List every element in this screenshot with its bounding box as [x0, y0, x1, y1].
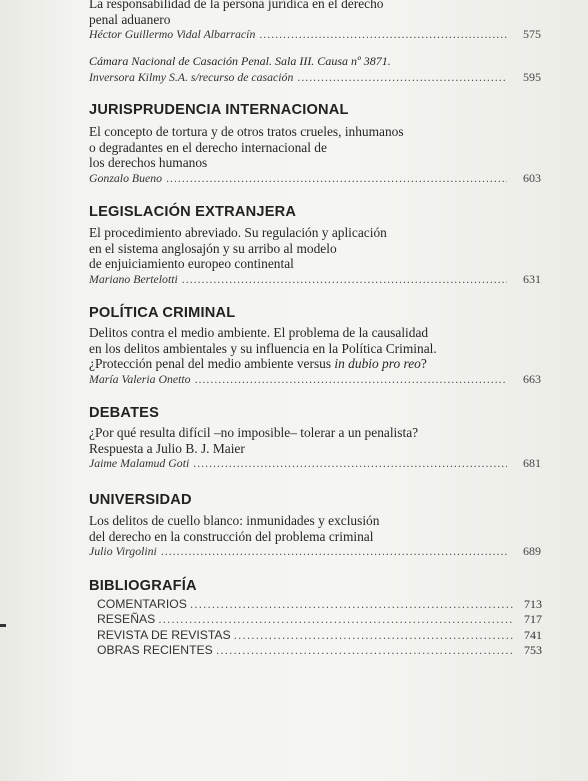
title-line: los derechos humanos [89, 155, 208, 171]
author-name: Héctor Guillermo Vidal Albarracín [89, 27, 256, 42]
title-line: Respuesta a Julio B. J. Maier [89, 440, 245, 456]
leader-dots [259, 27, 507, 41]
section-heading: LEGISLACIÓN EXTRANJERA [89, 204, 297, 220]
title-italic-phrase: in dubio pro reo [334, 356, 421, 372]
page-number: 663 [523, 371, 541, 386]
entry-title [89, 425, 541, 456]
author-name: Mariano Bertelotti [89, 271, 178, 286]
author-name: Gonzalo Bueno [89, 170, 163, 185]
author-name: Jaime Malamud Goti [89, 456, 190, 471]
toc-entry [89, 513, 541, 558]
leader-dots [216, 643, 513, 658]
title-line: La responsabilidad de la persona jurídica en el derecho [89, 0, 384, 11]
author-row [89, 171, 541, 185]
title-line: El concepto de tortura y de otros tratos crueles, inhumanos [89, 124, 404, 139]
section-heading: POLÍTICA CRIMINAL [89, 305, 236, 321]
toc-entry [89, 225, 541, 286]
page-number: 575 [523, 27, 541, 42]
list-item [97, 612, 542, 627]
toc-entry [89, 54, 541, 84]
leader-dots [166, 171, 507, 185]
bibliography-list [97, 597, 542, 658]
title-line: Cámara Nacional de Casación Penal. Sala III. Causa nº 3871. [89, 54, 391, 68]
author-row [89, 70, 541, 84]
section-heading: BIBLIOGRAFÍA [89, 578, 197, 594]
toc-entry [89, 425, 541, 470]
title-line: en el sistema anglosajón y su arribo al modelo [89, 240, 337, 256]
page-number: 741 [524, 627, 542, 642]
toc-entry [89, 325, 541, 386]
title-line: El procedimiento abreviado. Su regulación y aplicación [89, 225, 387, 240]
leader-dots [234, 628, 513, 643]
author-row [89, 372, 541, 386]
author-name: María Valeria Onetto [89, 371, 191, 386]
title-text: ? [420, 356, 427, 372]
page-number: 603 [523, 170, 541, 185]
item-label: OBRAS RECIENTES [97, 642, 213, 657]
leader-dots [182, 272, 507, 286]
page-number: 753 [524, 642, 542, 657]
leader-dots [158, 612, 513, 627]
title-line: del derecho en la construcción del problema criminal [89, 528, 374, 544]
section-heading: JURISPRUDENCIA INTERNACIONAL [89, 102, 349, 118]
item-label: REVISTA DE REVISTAS [97, 627, 231, 642]
title-line: de enjuiciamiento europeo continental [89, 256, 294, 272]
section-heading: UNIVERSIDAD [89, 492, 192, 508]
leader-dots [190, 597, 513, 612]
title-line [89, 356, 541, 372]
entry-title [89, 124, 541, 171]
title-line: ¿Por qué resulta difícil –no imposible– tolerar a un penalista? [89, 425, 419, 440]
leader-dots [193, 456, 507, 470]
title-line: o degradantes en el derecho internacional de [89, 139, 327, 155]
entry-title [89, 513, 541, 544]
entry-title [89, 54, 541, 70]
entry-title [89, 0, 541, 27]
title-line: penal aduanero [89, 11, 171, 27]
list-item [97, 643, 542, 658]
toc-entry [89, 0, 541, 41]
page-number: 631 [523, 271, 541, 286]
section-heading: DEBATES [89, 405, 160, 421]
list-item [97, 597, 542, 612]
page-number: 689 [523, 544, 541, 559]
item-label: COMENTARIOS [97, 597, 187, 611]
entry-title [89, 325, 541, 372]
item-label: RESEÑAS [97, 612, 156, 627]
author-row [89, 27, 541, 41]
title-line: Los delitos de cuello blanco: inmunidades y exclusión [89, 513, 380, 528]
author-name: Inversora Kilmy S.A. s/recurso de casación [89, 69, 294, 84]
author-row [89, 544, 541, 558]
leader-dots [297, 70, 507, 84]
list-item [97, 628, 542, 643]
author-row [89, 272, 541, 286]
entry-title [89, 225, 541, 272]
toc-entry [89, 124, 541, 185]
binding-edge-mark [0, 624, 6, 627]
leader-dots [195, 372, 507, 386]
page-number: 595 [523, 69, 541, 84]
page-number: 681 [523, 456, 541, 471]
author-name: Julio Virgolini [89, 544, 157, 559]
title-line: Delitos contra el medio ambiente. El problema de la causalidad [89, 325, 429, 340]
title-text: ¿Protección penal del medio ambiente versus [89, 356, 335, 372]
page-number: 717 [524, 612, 542, 627]
author-row [89, 456, 541, 470]
title-line: en los delitos ambientales y su influencia en la Política Criminal. [89, 340, 437, 356]
leader-dots [161, 544, 507, 558]
page-number: 713 [524, 597, 542, 611]
